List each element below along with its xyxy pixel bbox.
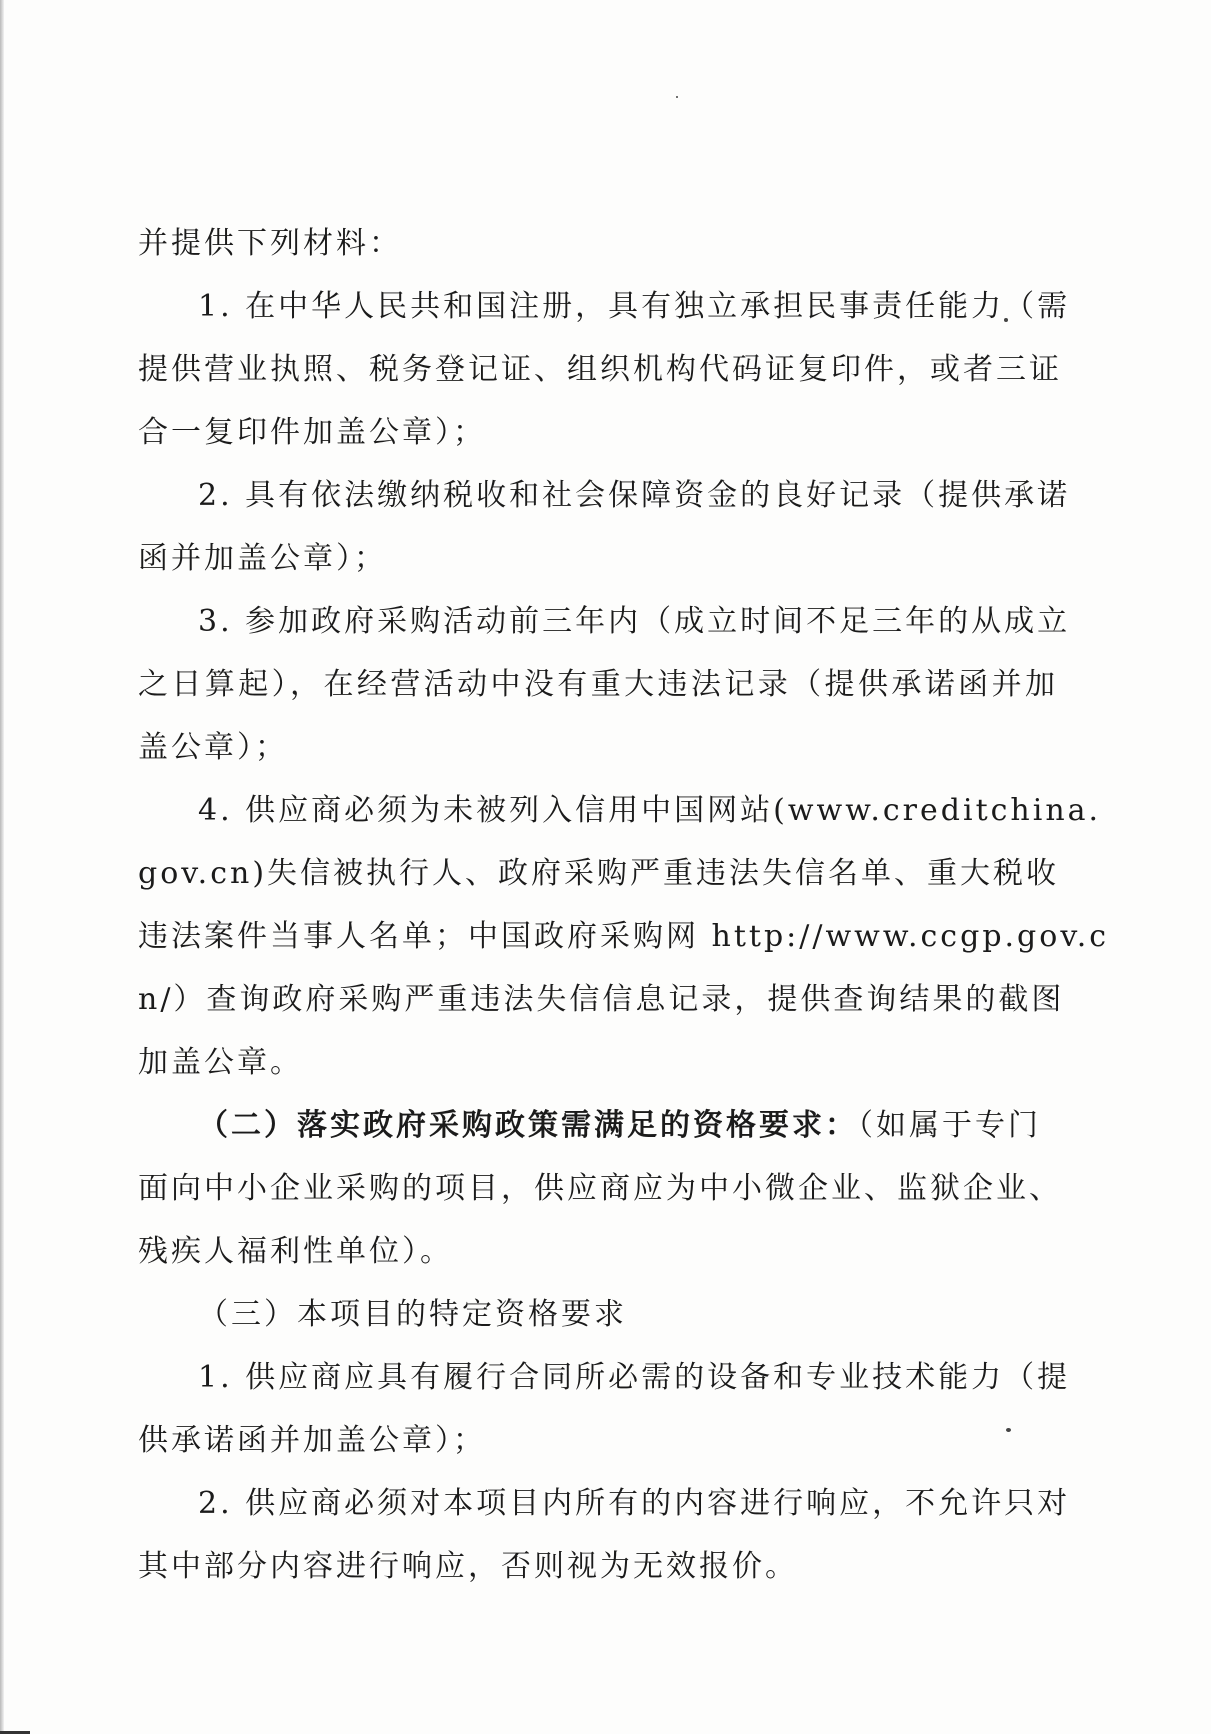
item2-line-1: 2. 具有依法缴纳税收和社会保障资金的良好记录（提供承诺 xyxy=(198,478,1071,513)
scan-edge-shadow xyxy=(0,0,4,1734)
scan-speck xyxy=(676,96,678,98)
section3-item2-line-2: 其中部分内容进行响应，否则视为无效报价。 xyxy=(138,1549,798,1584)
item3-line-3: 盖公章）； xyxy=(138,730,288,765)
intro-line: 并提供下列材料： xyxy=(138,226,402,261)
item4-line-3: 违法案件当事人名单；中国政府采购网 http://www.ccgp.gov.c xyxy=(138,919,1110,954)
section2-heading-row xyxy=(198,1095,1041,1157)
item4-line-1: 4. 供应商必须为未被列入信用中国网站(www.creditchina. xyxy=(198,793,1102,828)
item1-line-2: 提供营业执照、税务登记证、组织机构代码证复印件，或者三证 xyxy=(138,352,1062,387)
section2-line-2: 面向中小企业采购的项目，供应商应为中小微企业、监狱企业、 xyxy=(138,1171,1062,1206)
section3-heading: （三）本项目的特定资格要求 xyxy=(198,1297,627,1332)
item4-line-2: gov.cn)失信被执行人、政府采购严重违法失信名单、重大税收 xyxy=(138,856,1060,891)
item4-line-5: 加盖公章。 xyxy=(138,1045,303,1080)
item1-line-1: 1. 在中华人民共和国注册，具有独立承担民事责任能力（需 xyxy=(198,289,1071,324)
section2-line-1: （如属于专门 xyxy=(858,1108,1041,1143)
item3-line-1: 3. 参加政府采购活动前三年内（成立时间不足三年的从成立 xyxy=(198,604,1071,639)
item2-line-2: 函并加盖公章）； xyxy=(138,541,387,576)
section3-item1-line-1: 1. 供应商应具有履行合同所必需的设备和专业技术能力（提 xyxy=(198,1360,1071,1395)
section3-item2-line-1: 2. 供应商必须对本项目内所有的内容进行响应，不允许只对 xyxy=(198,1486,1071,1521)
section3-item1-line-2: 供承诺函并加盖公章）； xyxy=(138,1423,486,1458)
section2-line-3: 残疾人福利性单位）。 xyxy=(138,1234,453,1269)
section2-heading: （二）落实政府采购政策需满足的资格要求： xyxy=(198,1108,858,1143)
item1-line-3: 合一复印件加盖公章）； xyxy=(138,415,486,450)
scan-speck xyxy=(1006,1428,1011,1432)
item3-line-2: 之日算起），在经营活动中没有重大违法记录（提供承诺函并加 xyxy=(138,667,1058,702)
item4-line-4: n/）查询政府采购严重违法失信信息记录，提供查询结果的截图 xyxy=(138,982,1065,1017)
